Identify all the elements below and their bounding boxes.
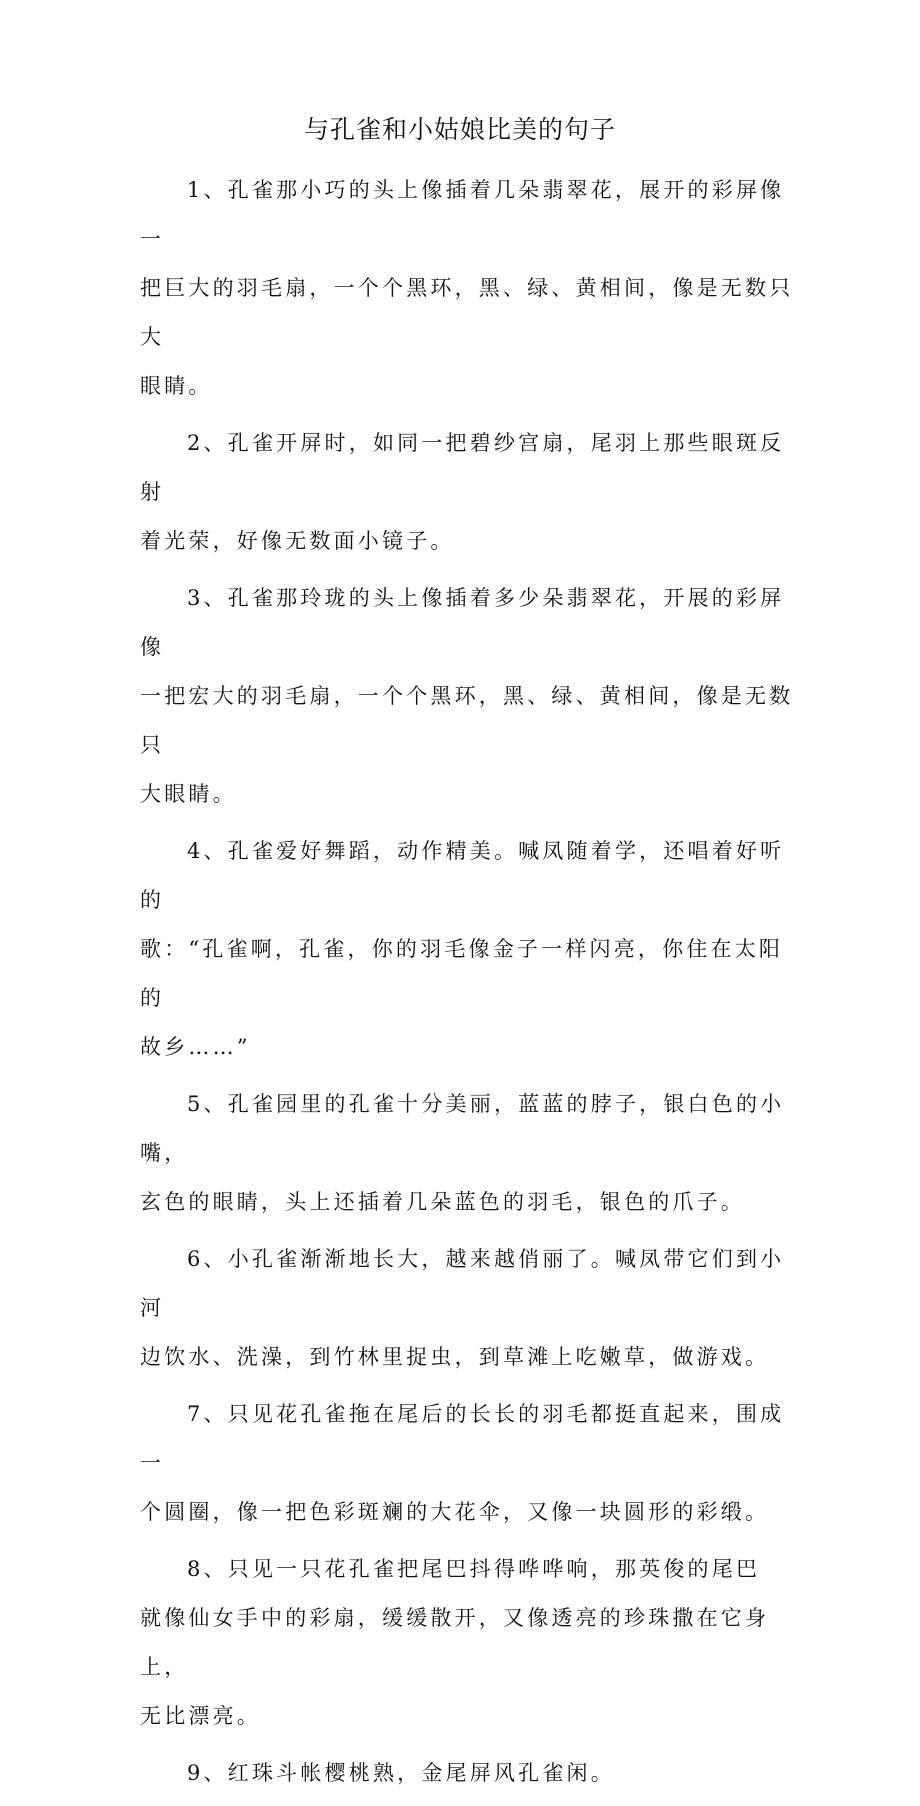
- paragraph-line: 大眼睛。: [140, 782, 237, 806]
- paragraph-line: 9、红珠斗帐樱桃熟，金尾屏风孔雀闲。: [187, 1761, 615, 1785]
- paragraph-line: 5、孔雀园里的孔雀十分美丽，蓝蓝的脖子，银白色的小嘴，: [140, 1092, 785, 1165]
- paragraph: [140, 1235, 800, 1382]
- paragraph: [140, 1545, 800, 1741]
- document-body: [140, 166, 800, 1806]
- paragraph-line: 玄色的眼睛，头上还插着几朵蓝色的羽毛，银色的爪子。: [140, 1190, 745, 1214]
- paragraph-line: 2、孔雀开屏时，如同一把碧纱宫扇，尾羽上那些眼斑反射: [140, 431, 785, 504]
- paragraph: [140, 166, 800, 411]
- paragraph-line: 7、只见花孔雀拖在尾后的长长的羽毛都挺直起来，围成一: [140, 1402, 785, 1475]
- paragraph-line: 眼睛。: [140, 374, 213, 398]
- page-title: 与孔雀和小姑娘比美的句子: [303, 115, 616, 144]
- paragraph-line: 歌：“孔雀啊，孔雀，你的羽毛像金子一样闪亮，你住在太阳的: [140, 937, 784, 1010]
- paragraph-line: 6、小孔雀渐渐地长大，越来越俏丽了。喊凤带它们到小河: [140, 1247, 785, 1320]
- paragraph-line: 边饮水、洗澡，到竹林里捉虫，到草滩上吃嫩草，做游戏。: [140, 1345, 770, 1369]
- paragraph-line: 就像仙女手中的彩扇，缓缓散开，又像透亮的珍珠撒在它身上，: [140, 1606, 770, 1679]
- paragraph: [140, 419, 800, 566]
- paragraph-line: 1、孔雀那小巧的头上像插着几朵翡翠花，展开的彩屏像一: [140, 178, 785, 251]
- paragraph-line: 把巨大的羽毛扇，一个个黑环，黑、绿、黄相间，像是无数只大: [140, 276, 794, 349]
- paragraph: [140, 1749, 800, 1798]
- paragraph-line: 8、只见一只花孔雀把尾巴抖得哗哗响，那英俊的尾巴: [187, 1557, 761, 1581]
- paragraph-line: 无比漂亮。: [140, 1704, 261, 1728]
- paragraph-line: 一把宏大的羽毛扇，一个个黑环，黑、绿、黄相间，像是无数只: [140, 684, 794, 757]
- paragraph-line: 3、孔雀那玲珑的头上像插着多少朵翡翠花，开展的彩屏像: [140, 586, 785, 659]
- paragraph: [140, 1080, 800, 1227]
- paragraph: [140, 827, 800, 1072]
- paragraph-line: 故乡……”: [140, 1035, 251, 1059]
- paragraph-line: 4、孔雀爱好舞蹈，动作精美。喊凤随着学，还唱着好听的: [140, 839, 785, 912]
- paragraph: [140, 574, 800, 819]
- paragraph-line: 个圆圈，像一把色彩斑斓的大花伞，又像一块圆形的彩缎。: [140, 1500, 770, 1524]
- paragraph-line: 着光荣，好像无数面小镜子。: [140, 529, 455, 553]
- paragraph: [140, 1390, 800, 1537]
